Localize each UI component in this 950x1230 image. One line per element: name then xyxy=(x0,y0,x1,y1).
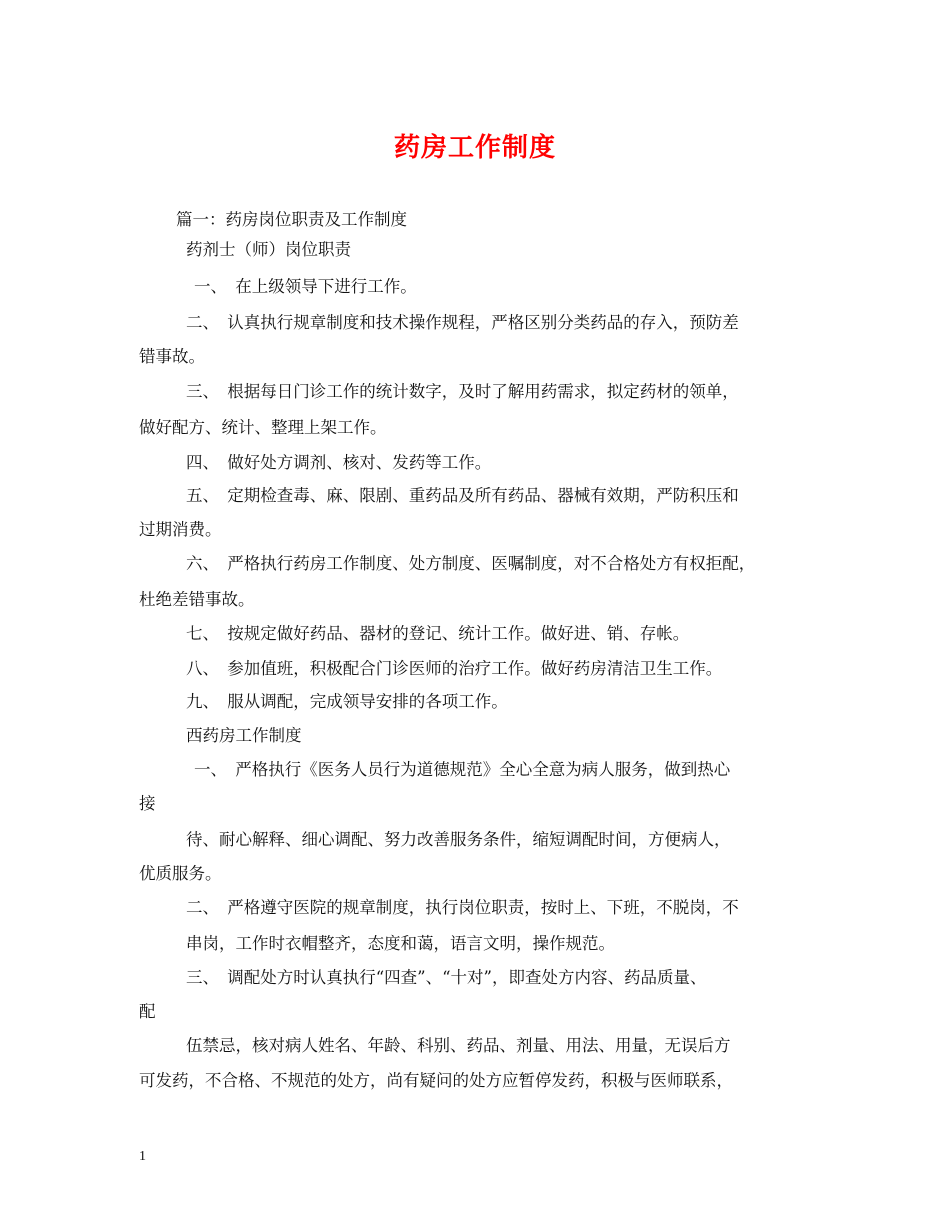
text-line: 配 xyxy=(139,1002,156,1021)
text-line: 六、 严格执行药房工作制度、处方制度、医嘱制度，对不合格处方有权拒配， xyxy=(186,554,756,573)
text-line: 一、 严格执行《医务人员行为道德规范》全心全意为病人服务，做到热心 xyxy=(194,760,731,779)
text-line: 三、 根据每日门诊工作的统计数字，及时了解用药需求，拟定药材的领单， xyxy=(186,382,739,401)
text-line: 四、 做好处方调剂、核对、发药等工作。 xyxy=(186,453,492,472)
text-line: 做好配方、统计、整理上架工作。 xyxy=(139,418,387,437)
text-line: 杜绝差错事故。 xyxy=(139,590,255,609)
text-line: 一、 在上级领导下进行工作。 xyxy=(194,277,417,296)
text-line: 篇一：药房岗位职责及工作制度 xyxy=(176,210,407,229)
text-line: 串岗，工作时衣帽整齐，态度和蔼，语言文明，操作规范。 xyxy=(186,934,615,953)
text-line: 五、 定期检查毒、麻、限剧、重药品及所有药品、器械有效期，严防积压和 xyxy=(186,486,739,505)
text-line: 伍禁忌，核对病人姓名、年龄、科别、药品、剂量、用法、用量，无误后方 xyxy=(186,1036,731,1055)
text-line: 优质服务。 xyxy=(139,864,222,883)
text-line: 二、 认真执行规章制度和技术操作规程，严格区别分类药品的存入，预防差 xyxy=(186,313,739,332)
text-line: 西药房工作制度 xyxy=(186,726,302,745)
document-title: 药房工作制度 xyxy=(393,133,556,163)
text-line: 八、 参加值班，积极配合门诊医师的治疗工作。做好药房清洁卫生工作。 xyxy=(186,659,723,678)
page-number: 1 xyxy=(139,1149,146,1164)
text-line: 错事故。 xyxy=(139,347,205,366)
text-line: 过期消费。 xyxy=(139,520,222,539)
text-line: 九、 服从调配，完成领导安排的各项工作。 xyxy=(186,692,508,711)
text-line: 接 xyxy=(139,794,156,813)
text-line: 三、 调配处方时认真执行“四查”、“十对”，即查处方内容、药品质量、 xyxy=(186,968,707,987)
text-line: 七、 按规定做好药品、器材的登记、统计工作。做好进、销、存帐。 xyxy=(186,624,690,643)
text-line: 待、耐心解释、细心调配、努力改善服务条件，缩短调配时间，方便病人， xyxy=(186,830,731,849)
text-line: 二、 严格遵守医院的规章制度，执行岗位职责，按时上、下班，不脱岗，不 xyxy=(186,898,739,917)
text-line: 药剂士（师）岗位职责 xyxy=(186,240,351,259)
text-line: 可发药，不合格、不规范的处方，尚有疑问的处方应暂停发药，积极与医师联系， xyxy=(139,1071,733,1090)
